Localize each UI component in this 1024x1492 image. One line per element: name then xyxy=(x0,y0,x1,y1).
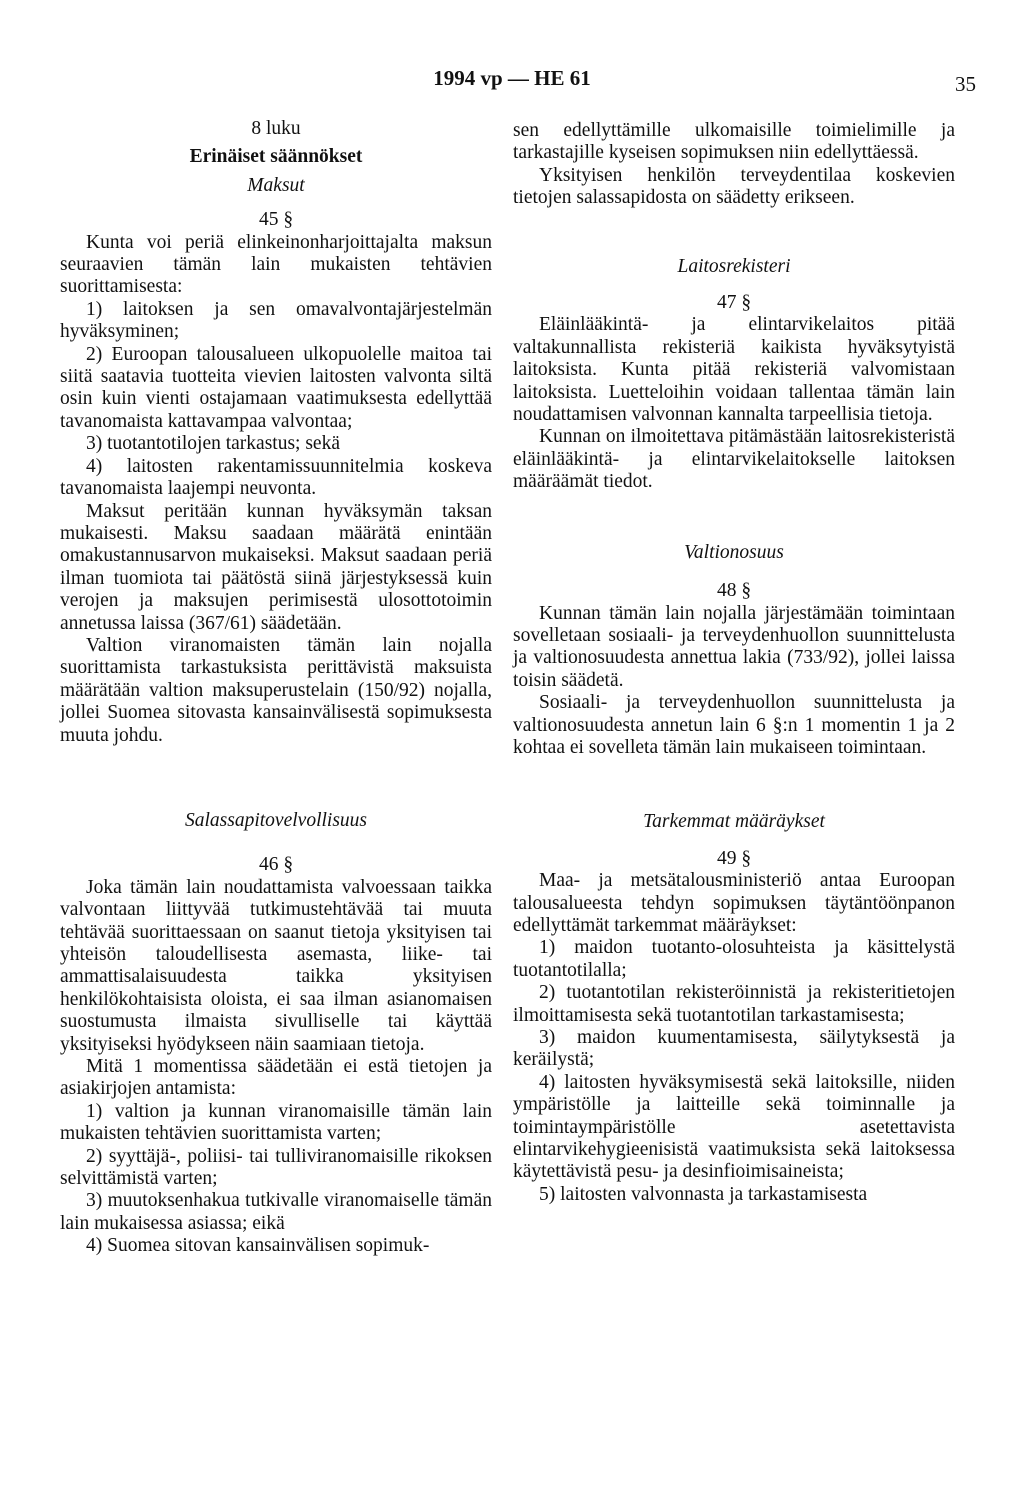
p49-item-2: 2) tuotantotilan rekisteröinnistä ja rekisteritietojen ilmoittamisesta sekä tuotantotilan tarkastamisesta; xyxy=(513,982,955,1026)
p45-text-2: Maksut peritään kunnan hyväksymän taksan mukaisesti. Maksu saadaan määrätä enintään omakustannusarvon mukaiseksi. Maksut saadaan periä ilman tuomiota tai päätöstä siinä järjestyksessä kuin verojen ja maksujen perimisestä ulosottotoimin annetussa laissa (367/61) säädetään. xyxy=(60,500,492,634)
section-title-salassapito: Salassapitovelvollisuus xyxy=(185,809,367,831)
p45-text-1: Kunta voi periä elinkeinonharjoittajalta maksun seuraavien tämän lain mukaisten tehtävien suorittamisesta: xyxy=(60,231,492,298)
p49-text-1: Maa- ja metsätalousministeriö antaa Euroopan talousalueesta tehdyn sopimuksen täytäntöönpanon edellyttämät tarkemmat määräykset: xyxy=(513,870,955,936)
paragraph-46-heading: 46 § xyxy=(258,854,294,876)
p47-text-2: Kunnan on ilmoitettava pitämästään laitosrekisteristä eläinlääkintä- ja elintarvikelaitokselle laitoksen määräämät tiedot. xyxy=(513,426,955,493)
p46-item-3: 3) muutoksenhakua tutkivalle viranomaiselle tämän lain mukaisessa asiassa; eikä xyxy=(60,1190,492,1234)
section-title-tarkemmat: Tarkemmat määräykset xyxy=(643,811,825,833)
section-title-maksut: Maksut xyxy=(247,174,305,196)
p46-item-4: 4) Suomea sitovan kansainvälisen sopimuk- xyxy=(86,1235,430,1257)
p47-text-1: Eläinlääkintä- ja elintarvikelaitos pitää valtakunnallista rekisteriä kaikista hyväksytyistä laitoksista. Kunta pitää rekisteriä valvomistaan laitoksista. Luetteloihin voidaan tallentaa tämän lain noudattamisen valvonnan kannalta tarpeellisia tietoja. xyxy=(513,314,955,426)
p49-item-4: 4) laitosten hyväksymisestä sekä laitoksille, niiden ympäristölle ja laitteille sekä toiminnalle ja toimintaympäristölle asetettavista elintarvikehygieenisistä vaatimuksista sekä laitoksessa käytettävistä pesu- ja desinfioimisaineista; xyxy=(513,1071,955,1183)
p46-text-continued: sen edellyttämille ulkomaisille toimielimille ja tarkastajille kyseisen sopimuksen niin edellyttäessä. xyxy=(513,120,955,164)
p48-text-1: Kunnan tämän lain nojalla järjestämään toimintaan sovelletaan sosiaali- ja terveydenhuollon suunnittelusta ja valtionosuudesta annettua lakia (733/92), jollei laissa toisin säädetä. xyxy=(513,602,955,691)
paragraph-48-heading: 48 § xyxy=(716,580,752,602)
p49-item-1: 1) maidon tuotanto-olosuhteista ja käsittelystä tuotantotilalla; xyxy=(513,937,955,981)
p45-item-1: 1) laitoksen ja sen omavalvontajärjestelmän hyväksyminen; xyxy=(60,298,492,343)
p49-item-5: 5) laitosten valvonnasta ja tarkastamisesta xyxy=(539,1183,868,1205)
p46-text-3: Yksityisen henkilön terveydentilaa koskevien tietojen salassapidosta on säädetty erikseen. xyxy=(513,164,955,209)
chapter-title: Erinäiset säännökset xyxy=(189,146,363,168)
right-column xyxy=(513,120,955,1206)
running-header: 1994 vp — HE 61 xyxy=(433,66,591,90)
p48-text-2: Sosiaali- ja terveydenhuollon suunnittelusta ja valtionosuudesta annetun lain 6 §:n 1 momentin 1 ja 2 kohtaa ei sovelleta tämän lain mukaiseen toimintaan. xyxy=(513,692,955,758)
paragraph-47-heading: 47 § xyxy=(716,292,752,314)
section-title-valtionosuus: Valtionosuus xyxy=(684,541,784,563)
p46-text-1: Joka tämän lain noudattamista valvoessaan taikka valvontaan liittyvää tutkimustehtävää tai muuta tehtävää suorittaessaan on saanut tietoja yksityisen tai yhteisön taloudellisesta asemasta, liike- tai ammattisalaisuudesta taikka yksityisen henkilökohtaisista oloista, ei saa ilman asianomaisen suostumusta ilmaista sivulliselle tai käyttää yksityiseksi hyödykseen näin saamiaan tietoja. xyxy=(60,876,492,1055)
section-title-laitosrekisteri: Laitosrekisteri xyxy=(677,255,791,277)
p46-item-2: 2) syyttäjä-, poliisi- tai tulliviranomaisille rikoksen selvittämistä varten; xyxy=(60,1145,492,1190)
left-column xyxy=(60,98,492,1258)
p46-text-2: Mitä 1 momentissa säädetään ei estä tietojen ja asiakirjojen antamista: xyxy=(60,1056,492,1100)
p49-item-3: 3) maidon kuumentamisesta, säilytyksestä ja keräilystä; xyxy=(513,1027,955,1071)
chapter-number: 8 luku xyxy=(251,118,301,139)
page-number: 35 xyxy=(955,72,976,96)
paragraph-45-heading: 45 § xyxy=(258,209,294,231)
p45-text-3: Valtion viranomaisten tämän lain nojalla suorittamista tarkastuksista perittävistä maksuista määrätään valtion maksuperustelain (150/92) nojalla, jollei Suomea sitovasta kansainvälisestä sopimuksesta muuta johdu. xyxy=(60,634,492,746)
p45-item-2: 2) Euroopan talousalueen ulkopuolelle maitoa tai siitä saatavia tuotteita vievien laitosten valvonta siltä osin kuin vienti ostajamaan vaatimuksesta edellyttää tavanomaista kattavampaa valvontaa; xyxy=(60,343,492,432)
p46-item-1: 1) valtion ja kunnan viranomaisille tämän lain mukaisten tehtävien suorittamista varten; xyxy=(60,1100,492,1145)
p45-item-3: 3) tuotantotilojen tarkastus; sekä xyxy=(86,433,340,455)
paragraph-49-heading: 49 § xyxy=(716,847,752,869)
p45-item-4: 4) laitosten rakentamissuunnitelmia koskeva tavanomaista laajempi neuvonta. xyxy=(60,455,492,500)
